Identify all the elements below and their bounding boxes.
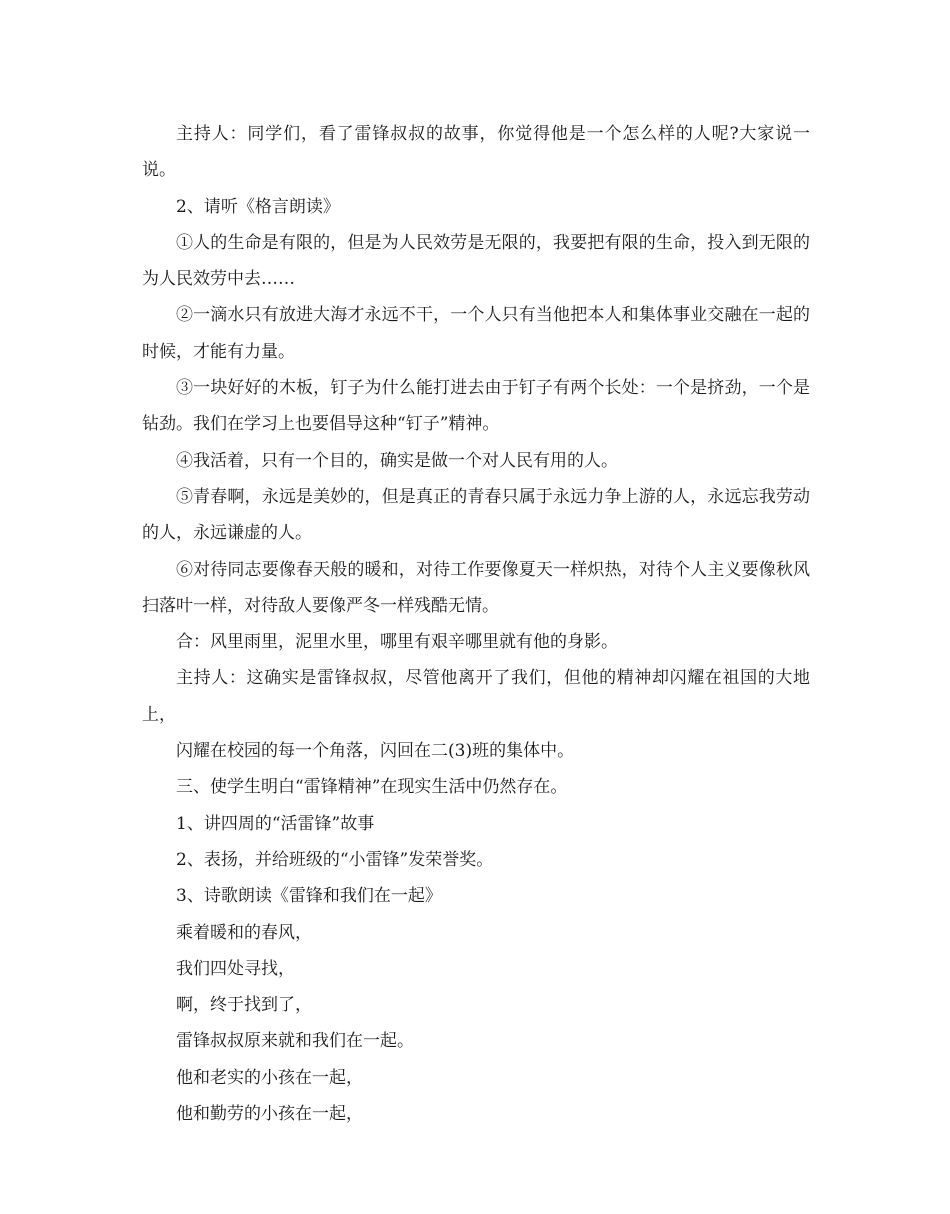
paragraph: ④我活着，只有一个目的，确实是做一个对人民有用的人。 bbox=[176, 450, 618, 471]
poem-line: 乘着暖和的春风， bbox=[176, 922, 312, 943]
poem-line: 啊，终于找到了， bbox=[176, 995, 312, 1016]
paragraph: 合：风里雨里，泥里水里，哪里有艰辛哪里就有他的身影。 bbox=[176, 632, 618, 653]
poem-line: 他和勤劳的小孩在一起， bbox=[176, 1104, 363, 1125]
paragraph: 主持人：同学们，看了雷锋叔叔的故事，你觉得他是一个怎么样的人呢?大家说一说。 bbox=[142, 124, 810, 181]
paragraph: 三、使学生明白“雷锋精神”在现实生活中仍然存在。 bbox=[176, 777, 568, 798]
poem-line: 他和老实的小孩在一起， bbox=[176, 1067, 363, 1088]
paragraph: 主持人：这确实是雷锋叔叔，尽管他离开了我们，但他的精神却闪耀在祖国的大地上， bbox=[142, 668, 810, 725]
paragraph: ⑤青春啊，永远是美妙的，但是真正的青春只属于永远力争上游的人，永远忘我劳动的人，永远谦虚的人。 bbox=[142, 486, 810, 544]
paragraph: ②一滴水只有放进大海才永远不干，一个人只有当他把本人和集体事业交融在一起的时候，才能有力量。 bbox=[142, 305, 810, 362]
paragraph: 闪耀在校园的每一个角落，闪回在二(3)班的集体中。 bbox=[176, 741, 575, 762]
poem-line: 雷锋叔叔原来就和我们在一起。 bbox=[176, 1031, 414, 1052]
paragraph: 1、讲四周的“活雷锋”故事 bbox=[176, 813, 375, 834]
document-page bbox=[142, 116, 810, 1132]
paragraph: 3、诗歌朗读《雷锋和我们在一起》 bbox=[176, 886, 442, 907]
paragraph: ③一块好好的木板，钉子为什么能打进去由于钉子有两个长处：一个是挤劲，一个是钻劲。我们在学习上也要倡导这种“钉子”精神。 bbox=[142, 378, 810, 435]
paragraph: ①人的生命是有限的，但是为人民效劳是无限的，我要把有限的生命，投入到无限的为人民效劳中去…… bbox=[142, 232, 810, 290]
paragraph: 2、表扬，并给班级的“小雷锋”发荣誉奖。 bbox=[176, 849, 494, 870]
paragraph: 2、请听《格言朗读》 bbox=[176, 196, 340, 217]
paragraph: ⑥对待同志要像春天般的暖和，对待工作要像夏天一样炽热，对待个人主义要像秋风扫落叶一样，对待敌人要像严冬一样残酷无情。 bbox=[142, 559, 810, 616]
poem-line: 我们四处寻找， bbox=[176, 958, 295, 979]
